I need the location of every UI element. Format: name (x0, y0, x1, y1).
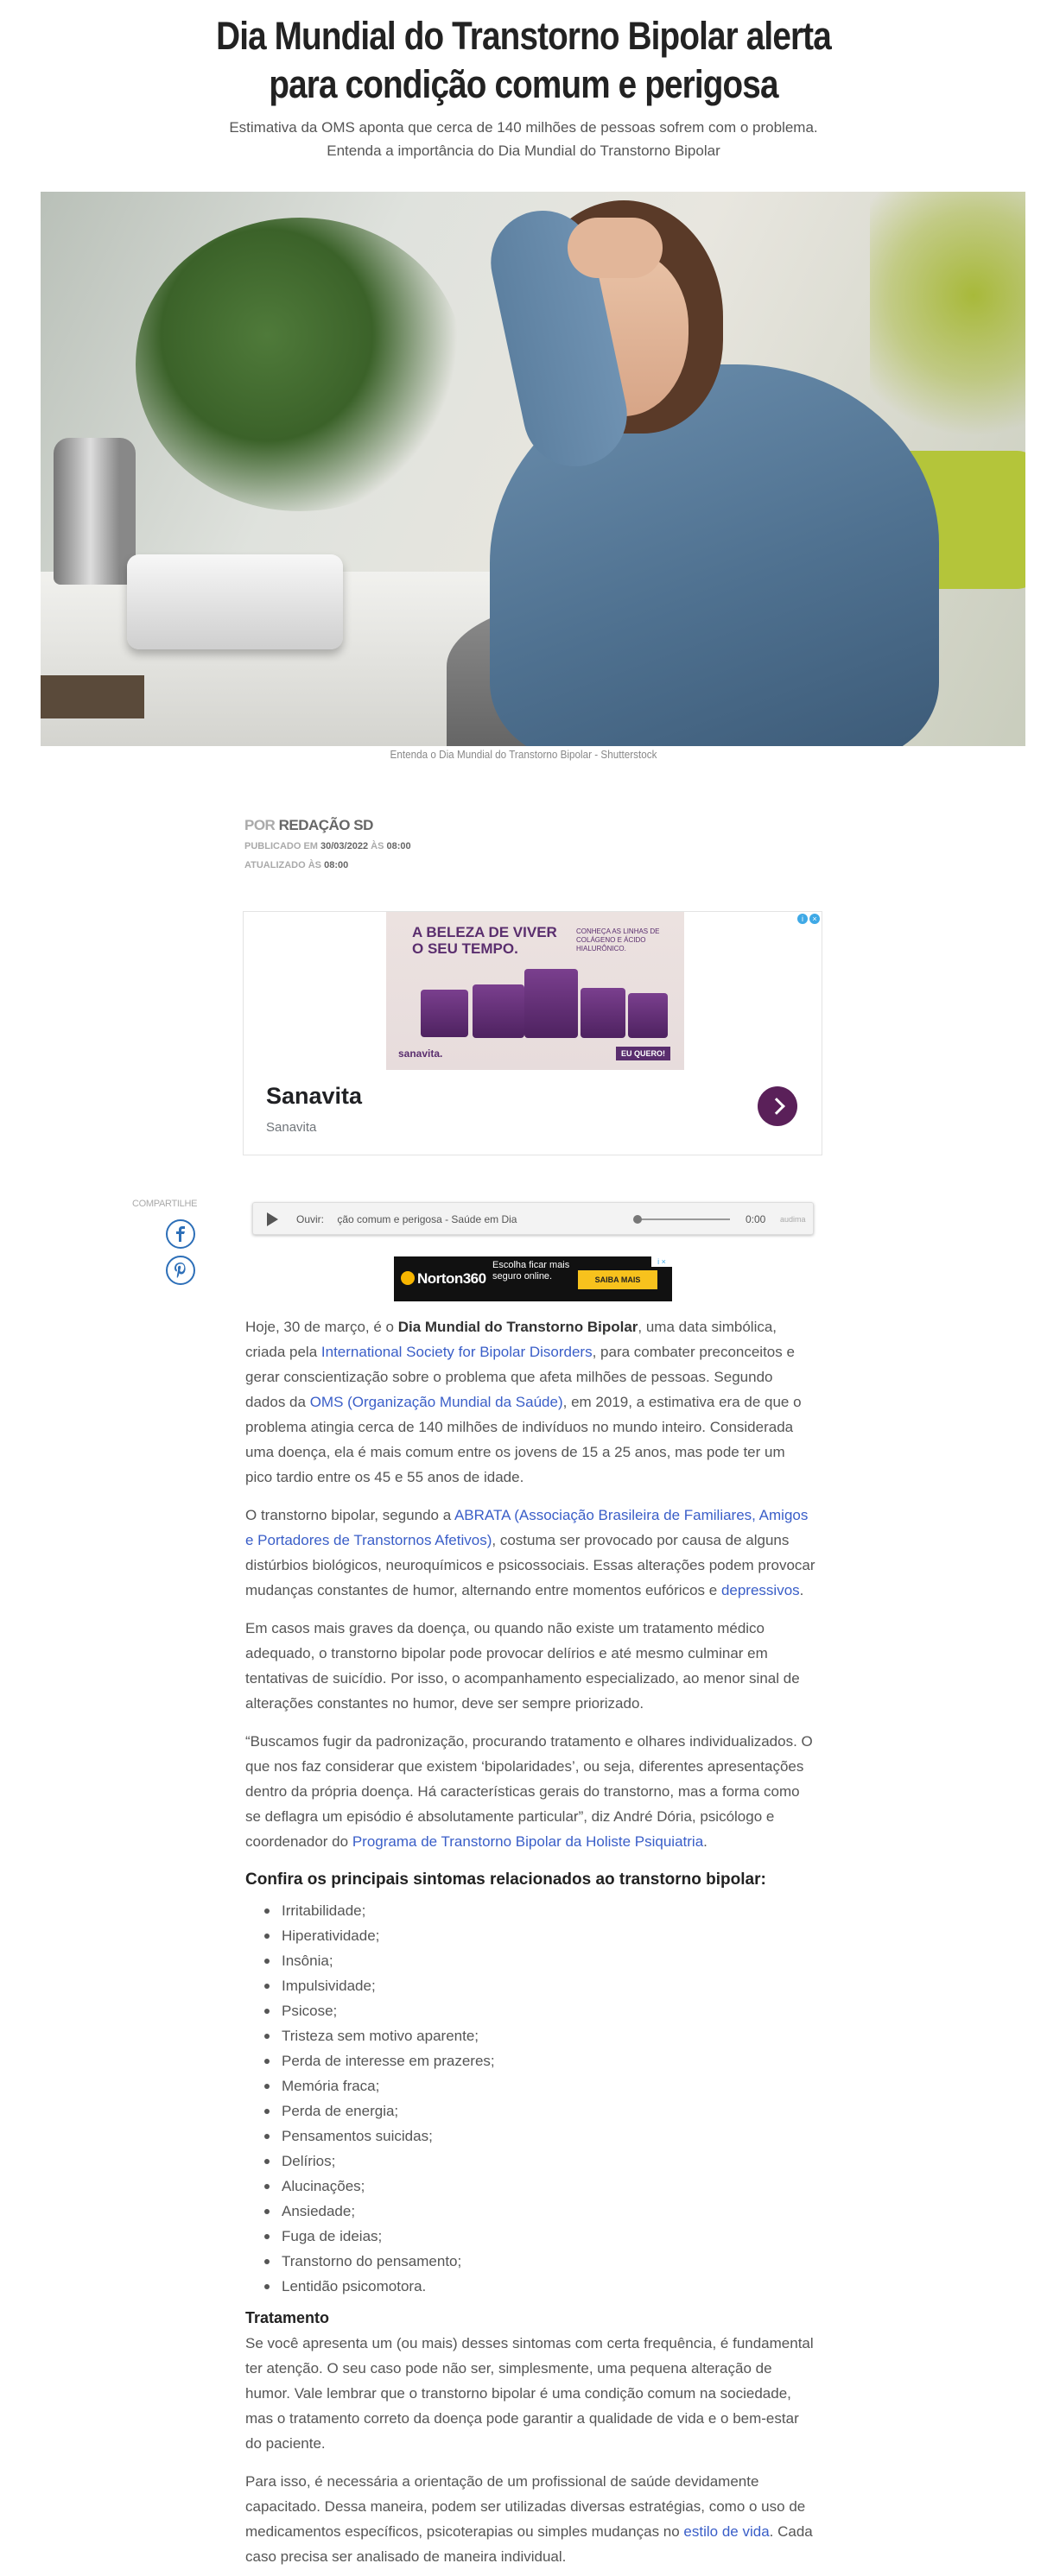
norton-logo (401, 1270, 486, 1288)
product-can (524, 969, 578, 1038)
product-jar-4 (628, 993, 668, 1038)
norton-check-icon (401, 1271, 415, 1285)
symptom-item: Psicose; (263, 1998, 815, 2023)
sanavita-headline: A BELEZA DE VIVER O SEU TEMPO. (412, 924, 557, 957)
product-jar-3 (581, 988, 625, 1038)
text-run: . (799, 1582, 804, 1598)
sanavita-logo: sanavita. (398, 1047, 443, 1060)
audio-time: 0:00 (746, 1213, 766, 1225)
adchoices-close-icon[interactable]: × (809, 914, 820, 924)
symptom-item: Pensamentos suicidas; (263, 2123, 815, 2149)
inline-link[interactable]: OMS (Organização Mundial da Saúde) (309, 1394, 563, 1410)
sanavita-banner[interactable] (386, 912, 684, 1070)
inline-link[interactable]: depressivos (720, 1582, 800, 1598)
product-jar-1 (421, 990, 468, 1037)
text-run: . Cada caso precisa ser analisado de maneira individual. (245, 2523, 813, 2565)
hero-plant-shape-2 (870, 192, 1025, 451)
hero-books-shape (41, 675, 144, 718)
norton-ad[interactable] (394, 1256, 672, 1301)
byline-prefix: POR (244, 817, 276, 833)
share-label: COMPARTILHE (132, 1199, 198, 1209)
paragraph-1 (245, 1314, 815, 1490)
title-line-1: Dia Mundial do Transtorno Bipolar alerta (216, 14, 831, 58)
symptom-item: Ansiedade; (263, 2199, 815, 2224)
symptom-item: Impulsividade; (263, 1973, 815, 1998)
symptoms-heading: Confira os principais sintomas relacionados ao transtorno bipolar: (245, 1870, 766, 1889)
inline-link[interactable]: International Society for Bipolar Disorders (320, 1344, 593, 1360)
text-run: “Buscamos fugir da padronização, procurando tratamento e olhares individualizados. O que nos faz considerar que existem ‘bipolaridades’, ou seja, diferentes apresentações dentro da própria doença. Há características gerais do transtorno, mas a forma como se deflagra um episódio é absolutamente particular”, diz André Dória, psicólogo e coordenador do (245, 1733, 813, 1850)
article-subtitle (0, 116, 1047, 162)
symptom-item: Lentidão psicomotora. (263, 2274, 815, 2299)
hero-plant-shape (136, 218, 464, 511)
sanavita-ad[interactable] (243, 911, 822, 1155)
audio-track-title: ção comum e perigosa - Saúde em Dia (337, 1213, 517, 1225)
published-date (244, 841, 411, 851)
advertiser-name[interactable]: Sanavita (266, 1083, 363, 1109)
text-run: , em 2019, a estimativa era de que o problema atingia cerca de 140 milhões de indivíduos no mundo inteiro. Considerada uma doença, ela é mais comum entre os jovens de 15 a 25 anos, mas pode ter um pico tardio entre os 45 e 55 anos de idade. (245, 1394, 802, 1485)
norton-logo-text: Norton360 (417, 1270, 486, 1287)
pinterest-icon (174, 1263, 187, 1278)
symptom-item: Memória fraca; (263, 2073, 815, 2098)
updated-date (244, 860, 348, 870)
sanavita-cta-button[interactable]: EU QUERO! (616, 1047, 670, 1060)
published-at: ÀS (371, 841, 384, 851)
text-run: . (703, 1833, 708, 1850)
norton-cta-button[interactable]: SAIBA MAIS (578, 1270, 657, 1289)
bold-text: Dia Mundial do Transtorno Bipolar (397, 1319, 638, 1335)
treatment-heading: Tratamento (245, 2309, 330, 2326)
paragraph-5: Se você apresenta um (ou mais) desses sintomas com certa frequência, é fundamental ter atenção. O seu caso pode não ser, simplesmente, uma pequena alteração de humor. Vale lembrar que o transtorno bipolar é uma condição comum na sociedade, mas o tratamento correto da doença pode garantir a qualidade de vida e o bem-estar do paciente. (245, 2335, 814, 2452)
audio-player[interactable] (252, 1202, 814, 1235)
updated-label: ATUALIZADO ÀS (244, 860, 322, 870)
ad-next-button[interactable] (758, 1086, 797, 1126)
paragraph-6 (245, 2469, 815, 2569)
symptom-item: Tristeza sem motivo aparente; (263, 2023, 815, 2048)
byline (244, 817, 373, 834)
hero-hand-shape (568, 218, 663, 278)
paragraph-4 (245, 1729, 815, 1854)
pinterest-share-button[interactable] (166, 1256, 195, 1285)
text-run: Hoje, 30 de março, é o (245, 1319, 398, 1335)
sanavita-subheadline: CONHEÇA AS LINHAS DE COLÁGENO E ÁCIDO HIALURÔNICO. (576, 927, 660, 953)
symptom-item: Hiperatividade; (263, 1923, 815, 1948)
symptom-item: Insônia; (263, 1948, 815, 1973)
text-run: Para isso, é necessária a orientação de um profissional de saúde devidamente capacitado. Dessa maneira, podem ser utilizadas diversas estratégias, como o uso de medicamentos específicos, psicoterapias ou simples mudanças no (245, 2473, 806, 2540)
symptom-item: Fuga de ideias; (263, 2224, 815, 2249)
text-run: , uma data simbólica, criada pela (245, 1319, 777, 1360)
advertiser-subtitle: Sanavita (266, 1120, 317, 1135)
subtitle-line-1: Estimativa da OMS aponta que cerca de 140 milhões de pessoas sofrem com o problema. (229, 119, 818, 136)
audima-logo[interactable]: audima (780, 1215, 806, 1224)
symptom-item: Irritabilidade; (263, 1898, 815, 1923)
byline-author[interactable]: REDAÇÃO SD (278, 817, 373, 833)
image-caption: Entenda o Dia Mundial do Transtorno Bipolar - Shutterstock (390, 748, 657, 761)
inline-link[interactable]: Programa de Transtorno Bipolar da Holiste Psiquiatria (352, 1833, 704, 1850)
symptom-item: Delírios; (263, 2149, 815, 2174)
adchoices-info-icon[interactable]: i (797, 914, 808, 924)
facebook-icon (174, 1226, 187, 1242)
audio-listen-label (296, 1213, 517, 1225)
hero-image (41, 192, 1025, 746)
published-time: 08:00 (386, 841, 411, 851)
symptom-item: Transtorno do pensamento; (263, 2249, 815, 2274)
inline-link[interactable]: estilo de vida (683, 2523, 770, 2540)
audio-progress-handle[interactable] (633, 1215, 642, 1224)
symptoms-list (245, 1898, 815, 2299)
facebook-share-button[interactable] (166, 1219, 195, 1249)
play-icon[interactable] (267, 1212, 278, 1226)
text-run: , costuma ser provocado por causa de alguns distúrbios biológicos, neuroquímicos e psicossociais. Essas alterações podem provocar mudanças constantes de humor, alternando entre momentos eufóricos e (245, 1532, 815, 1598)
updated-time: 08:00 (324, 860, 349, 870)
article-title (73, 12, 974, 109)
text-run: , para combater preconceitos e gerar conscientização sobre o problema que afeta milhões de pessoas. Segundo dados da (245, 1344, 795, 1410)
text-run: O transtorno bipolar, segundo a (245, 1507, 454, 1523)
paragraph-3: Em casos mais graves da doença, ou quando não existe um tratamento médico adequado, o transtorno bipolar pode provocar delírios e até mesmo culminar em tentativas de suicídio. Por isso, o acompanhamento especializado, ao menor sinal de alterações constantes no humor, deve ser sempre priorizado. (245, 1620, 800, 1712)
symptom-item: Perda de energia; (263, 2098, 815, 2123)
paragraph-2 (245, 1503, 815, 1603)
article-body (245, 1314, 815, 2576)
symptom-item: Alucinações; (263, 2174, 815, 2199)
hero-kettle-shape (54, 438, 136, 585)
norton-message: Escolha ficar mais seguro online. (492, 1260, 570, 1282)
audio-label: Ouvir: (296, 1213, 325, 1225)
published-date-value: 30/03/2022 (320, 841, 369, 851)
symptom-item: Perda de interesse em prazeres; (263, 2048, 815, 2073)
title-line-2: para condição comum e perigosa (269, 62, 778, 106)
published-label: PUBLICADO EM (244, 841, 318, 851)
product-jar-2 (473, 984, 524, 1038)
hero-phone-shape (127, 554, 343, 649)
subtitle-line-2: Entenda a importância do Dia Mundial do Transtorno Bipolar (327, 142, 720, 159)
audio-progress-track[interactable] (635, 1218, 730, 1220)
adchoices-icon[interactable] (797, 914, 820, 926)
adchoices-icon[interactable]: i × (651, 1256, 672, 1267)
inline-link[interactable]: ABRATA (Associação Brasileira de Familiares, Amigos e Portadores de Transtornos Afetivos) (245, 1507, 809, 1548)
